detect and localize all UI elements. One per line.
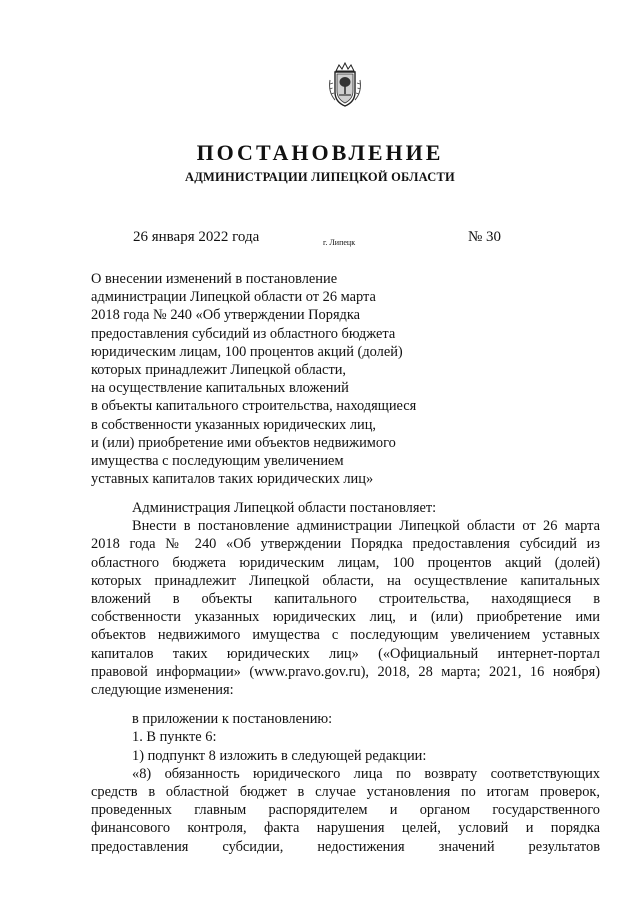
body-subitem-1: 1) подпункт 8 изложить в следующей редакции: [132,747,427,764]
heading-line: 2018 года № 240 «Об утверждении Порядка [91,307,361,324]
heading-line: и (или) приобретение ими объектов недвижимого [91,434,396,451]
heading-line: в собственности указанных юридических лиц, [91,416,377,433]
body-item-1: 1. В пункте 6: [132,729,217,746]
document-date: 26 января 2022 года [133,229,260,245]
coat-of-arms-emblem [327,62,363,108]
body-paragraph-line: финансового контроля, факта нарушения целей, условий и порядка [91,820,600,837]
heading-line: предоставления субсидий из областного бюджета [91,325,396,342]
document-number: № 30 [468,229,502,245]
heading-line: имущества с последующим увеличением [91,453,344,470]
document-issuer: АДМИНИСТРАЦИИ ЛИПЕЦКОЙ ОБЛАСТИ [185,170,455,184]
body-paragraph-line: 2018 года № 240 «Об утверждении Порядка предоставления субсидий из [91,536,600,553]
document-city: г. Липецк [323,238,356,247]
body-intro: Администрация Липецкой области постановляет: [132,500,437,516]
body-paragraph-line: объектов недвижимого имущества с последующим увеличением уставных [91,627,600,644]
body-paragraph-line: предоставления субсидии, недостижения значений результатов [91,838,600,855]
heading-line: О внесении изменений в постановление [91,271,338,287]
heading-line: уставных капиталов таких юридических лиц» [91,471,374,488]
heading-line: на осуществление капитальных вложений [91,380,349,397]
heading-line: администрации Липецкой области от 26 марта [91,289,376,306]
body-paragraph-line: «8) обязанность юридического лица по возврату соответствующих [132,765,600,782]
body-paragraph-line: проведенных главным распорядителем и органом государственного [91,802,600,819]
heading-line: в объекты капитального строительства, находящиеся [91,398,417,415]
body-paragraph-line: средств в областной бюджет в случае установления по итогам проверок, [91,784,600,801]
body-paragraph-line: капиталов таких юридических лиц» («Официальный интернет-портал [91,645,600,662]
body-item-appendix: в приложении к постановлению: [132,711,333,728]
body-paragraph-line: вложений в объекты капитального строительства, находящиеся в [91,591,600,608]
paragraph-spacer [91,699,600,710]
document-title: ПОСТАНОВЛЕНИЕ [196,140,444,165]
body-paragraph-line: Внести в постановление администрации Липецкой области от 26 марта [132,518,600,535]
heading-line: юридическим лицам, 100 процентов акций (долей) [91,343,403,360]
heading-line: которых принадлежит Липецкой области, [91,362,347,379]
body-paragraph-line: правовой информации» (www.pravo.gov.ru), 2018, 28 марта; 2021, 16 ноября) [91,663,600,680]
body-paragraph-line: областного бюджета юридическим лицам, 100 процентов акций (долей) [91,554,600,571]
body-paragraph-line: следующие изменения: [91,682,234,699]
document-body [91,499,600,856]
body-paragraph-line: которых принадлежит Липецкой области, на осуществление капитальных [91,572,600,589]
document-heading [91,270,471,488]
body-paragraph-line: собственности указанных юридических лиц, и (или) приобретение ими [91,609,600,626]
